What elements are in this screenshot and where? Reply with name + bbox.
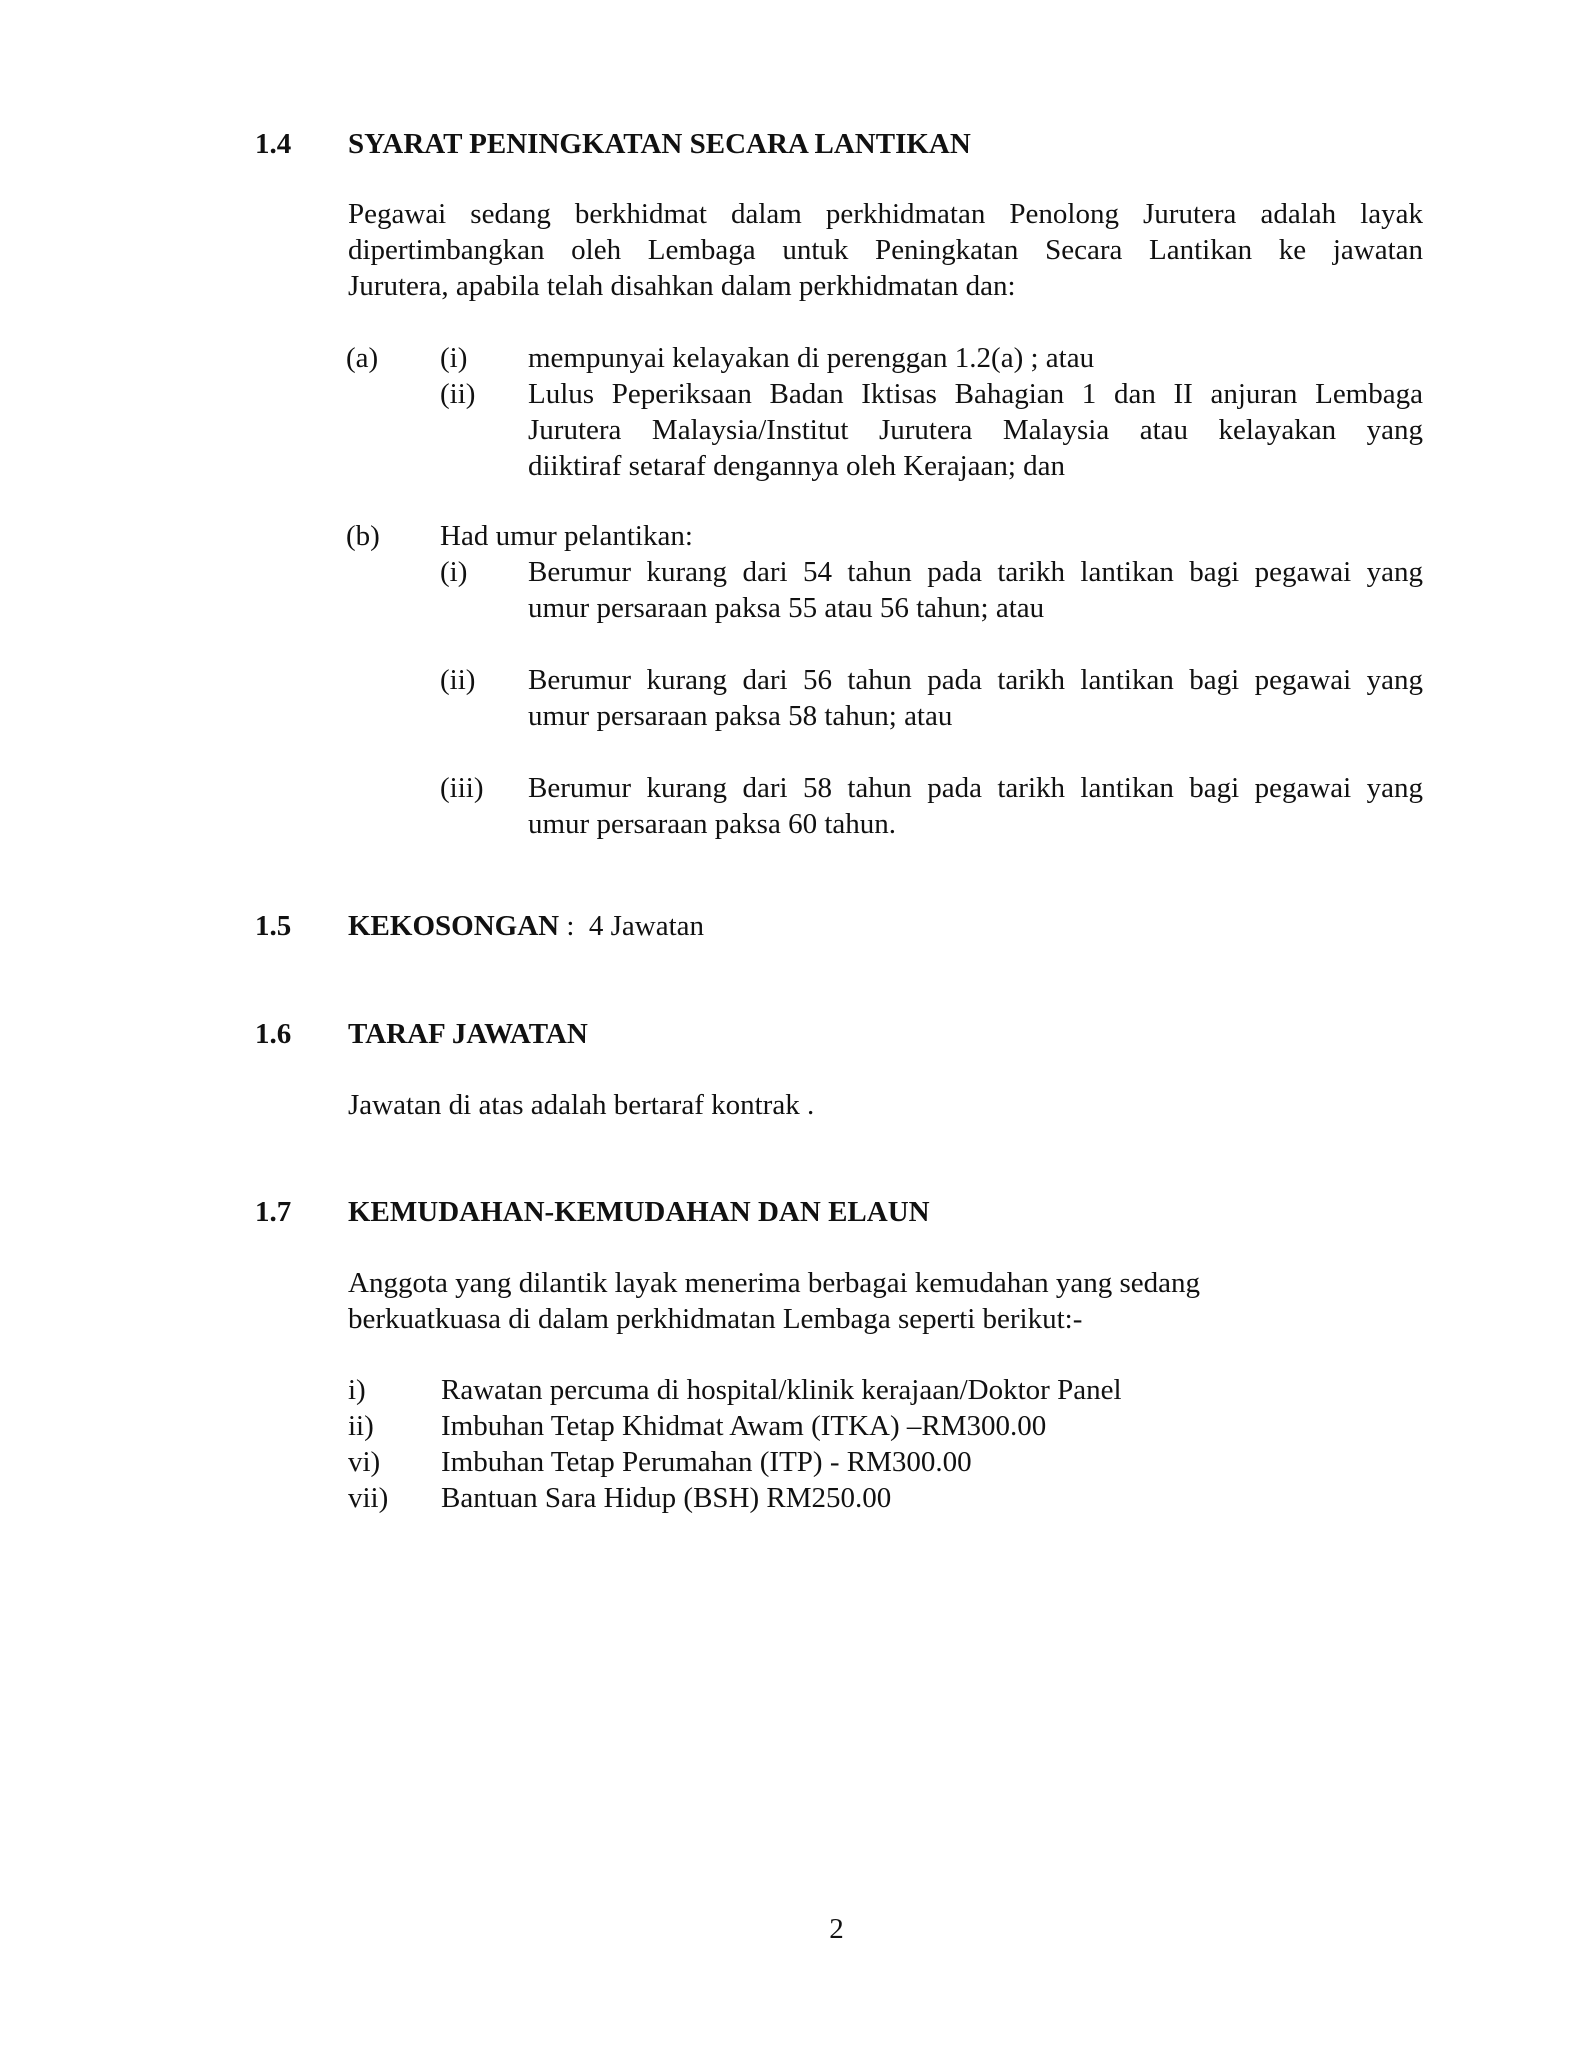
list-item-label: vii): [348, 1482, 389, 1514]
section-1-7-intro: [348, 1265, 1200, 1337]
intro-line: berkuatkuasa di dalam perkhidmatan Lembaga seperti berikut:-: [348, 1303, 1083, 1335]
list-item-text: Imbuhan Tetap Perumahan (ITP) - RM300.00: [441, 1446, 972, 1478]
item-b-i-label: (i): [440, 556, 468, 588]
section-number-1-4: 1.4: [255, 128, 292, 160]
item-b-i-text: [528, 554, 1423, 626]
item-b-text: Had umur pelantikan:: [440, 520, 693, 552]
item-line: umur persaraan paksa 60 tahun.: [528, 808, 897, 840]
section-title-1-5: KEKOSONGAN: [348, 910, 560, 942]
section-number-1-5: 1.5: [255, 910, 292, 942]
section-1-6-text: Jawatan di atas adalah bertaraf kontrak .: [348, 1089, 815, 1121]
section-title-1-4: SYARAT PENINGKATAN SECARA LANTIKAN: [348, 128, 971, 160]
item-line: Berumur kurang dari 54 tahun pada tarikh lantikan bagi pegawai yang: [528, 556, 1423, 588]
section-number-1-7: 1.7: [255, 1196, 292, 1228]
item-b-ii-label: (ii): [440, 664, 476, 696]
list-item-text: Rawatan percuma di hospital/klinik kerajaan/Doktor Panel: [441, 1374, 1122, 1406]
item-line: Lulus Peperiksaan Badan Iktisas Bahagian 1 dan II anjuran Lembaga: [528, 378, 1423, 410]
section-1-4-intro: [348, 196, 1423, 304]
vacancy-count: : 4 Jawatan: [559, 910, 705, 942]
item-line: Berumur kurang dari 58 tahun pada tarikh lantikan bagi pegawai yang: [528, 772, 1423, 804]
section-title-1-6: TARAF JAWATAN: [348, 1018, 588, 1050]
item-a-i-text: [528, 340, 1423, 376]
item-line: Jurutera Malaysia/Institut Jurutera Malaysia atau kelayakan yang: [528, 414, 1423, 446]
item-line: diiktiraf setaraf dengannya oleh Kerajaan; dan: [528, 450, 1066, 482]
item-line: umur persaraan paksa 58 tahun; atau: [528, 700, 953, 732]
list-item-text: Imbuhan Tetap Khidmat Awam (ITKA) –RM300.00: [441, 1410, 1047, 1442]
intro-line: dipertimbangkan oleh Lembaga untuk Peningkatan Secara Lantikan ke jawatan: [348, 234, 1423, 266]
list-item-label: ii): [348, 1410, 374, 1442]
item-a-ii-label: (ii): [440, 378, 476, 410]
intro-line: Pegawai sedang berkhidmat dalam perkhidmatan Penolong Jurutera adalah layak: [348, 198, 1423, 230]
list-item-text: Bantuan Sara Hidup (BSH) RM250.00: [441, 1482, 892, 1514]
intro-line: Anggota yang dilantik layak menerima berbagai kemudahan yang sedang: [348, 1267, 1200, 1299]
item-b-iii-label: (iii): [440, 772, 484, 804]
item-line: Berumur kurang dari 56 tahun pada tarikh lantikan bagi pegawai yang: [528, 664, 1423, 696]
item-b-label: (b): [346, 520, 380, 552]
page-number: 2: [829, 1913, 844, 1945]
item-line: umur persaraan paksa 55 atau 56 tahun; atau: [528, 592, 1045, 624]
item-b-ii-text: [528, 662, 1423, 734]
item-a-ii-text: [528, 376, 1423, 484]
item-a-i-label: (i): [440, 342, 468, 374]
list-item-label: i): [348, 1374, 366, 1406]
item-b-iii-text: [528, 770, 1423, 842]
section-title-1-7: KEMUDAHAN-KEMUDAHAN DAN ELAUN: [348, 1196, 930, 1228]
section-1-5-line: [348, 908, 704, 944]
list-item-label: vi): [348, 1446, 381, 1478]
item-a-label: (a): [346, 342, 379, 374]
item-line: mempunyai kelayakan di perenggan 1.2(a) ; atau: [528, 342, 1095, 374]
section-number-1-6: 1.6: [255, 1018, 292, 1050]
intro-line: Jurutera, apabila telah disahkan dalam perkhidmatan dan:: [348, 270, 1016, 302]
